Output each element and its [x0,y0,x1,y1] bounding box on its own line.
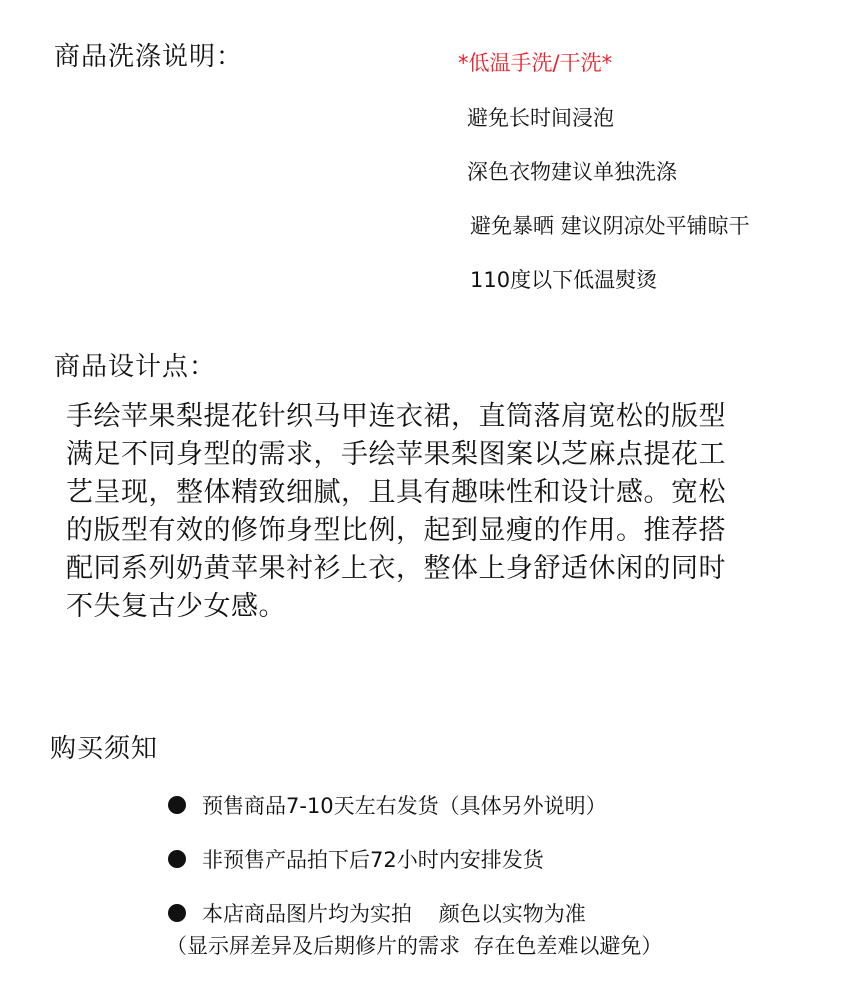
notice-item [168,898,586,928]
wash-item: 避免长时间浸泡 [467,106,614,130]
notice-item-text: 非预售产品拍下后72小时内安排发货 [202,848,544,872]
wash-item: 110度以下低温熨烫 [470,268,658,292]
design-line: 艺呈现，整体精致细腻，且具有趣味性和设计感。宽松 [66,477,726,508]
bullet-icon [168,904,186,922]
design-line: 手绘苹果梨提花针织马甲连衣裙，直筒落肩宽松的版型 [66,401,726,432]
wash-instructions-title: 商品洗涤说明： [54,42,244,72]
design-line: 满足不同身型的需求，手绘苹果梨图案以芝麻点提花工 [66,439,726,470]
design-line: 配同系列奶黄苹果衬衫上衣，整体上身舒适休闲的同时 [66,553,726,584]
design-line: 的版型有效的修饰身型比例，起到显瘦的作用。推荐搭 [66,515,726,546]
wash-item: 深色衣物建议单独洗涤 [467,160,677,184]
design-line: 不失复古少女感。 [66,591,286,622]
notice-item [168,844,544,874]
purchase-notice-title: 购买须知 [50,734,159,764]
wash-highlight-note: *低温手洗/干洗* [458,51,613,75]
notice-item [168,790,607,820]
design-points-title: 商品设计点： [54,352,217,382]
notice-item-text: 本店商品图片均为实拍 颜色以实物为准 [202,902,586,926]
notice-item-text: 预售商品7-10天左右发货（具体另外说明） [202,794,607,818]
bullet-icon [168,796,186,814]
wash-item: 避免暴晒 建议阴凉处平铺晾干 [470,214,750,238]
notice-sub-note: （显示屏差异及后期修片的需求 存在色差难以避免） [166,934,663,958]
bullet-icon [168,850,186,868]
design-description [66,398,796,626]
